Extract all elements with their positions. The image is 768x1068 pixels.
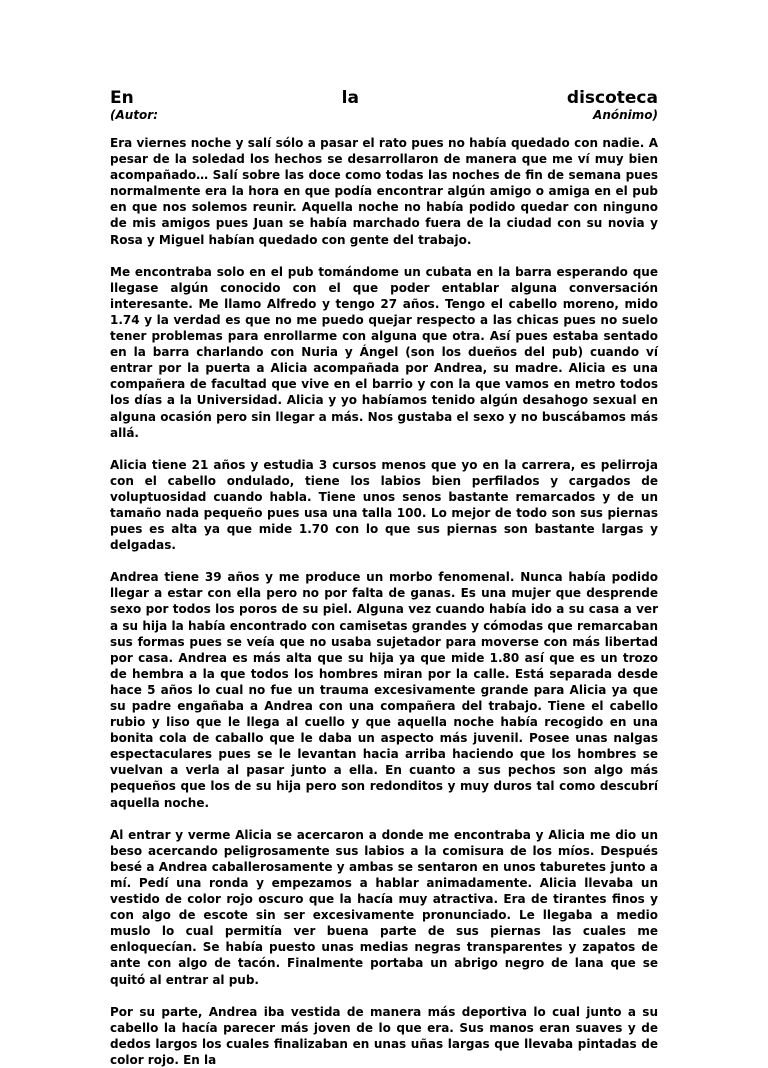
author-name: Anónimo): [593, 108, 658, 122]
title-word-la: la: [341, 88, 359, 108]
paragraph: Me encontraba solo en el pub tomándome un cubata en la barra esperando que llegase algún conocido con el que poder entablar alguna conversación interesante. Me llamo Alfredo y tengo 27 años. Tengo el cabello moreno, mido 1.74 y la verdad es que no me puedo quejar respecto a las chicas pues no suelo tener problemas para enrollarme con alguna que otra. Así pues estaba sentado en la barra charlando con Nuria y Ángel (son los dueños del pub) cuando ví entrar por la puerta a Alicia acompañada por Andrea, su madre. Alicia es una compañera de facultad que vive en el barrio y con la que vamos en metro todos los días a la Universidad. Alicia y yo habíamos tenido algún desahogo sexual en alguna ocasión pero sin llegar a más. Nos gustaba el sexo y no buscábamos más allá.: [110, 264, 658, 440]
paragraph: Andrea tiene 39 años y me produce un morbo fenomenal. Nunca había podido llegar a estar con ella pero no por falta de ganas. Es una mujer que desprende sexo por todos los poros de su piel. Alguna vez cuando había ido a su casa a ver a su hija la había encontrado con camisetas grandes y cómodas que remarcaban sus formas pues se veía que no usaba sujetador para moverse con más libertad por casa. Andrea es más alta que su hija ya que mide 1.80 así que es un trozo de hembra a la que todos los hombres miran por la calle. Está separada desde hace 5 años lo cual no fue un trauma excesivamente grande para Alicia ya que su padre engañaba a Andrea con una compañera del trabajo. Tiene el cabello rubio y liso que le llega al cuello y que aquella noche había recogido en una bonita cola de caballo que le daba un aspecto más juvenil. Posee unas nalgas espectaculares pues se le levantan hacia arriba haciendo que los hombres se vuelvan a verla al pasar junto a ella. En cuanto a sus pechos son algo más pequeños que los de su hija pero son redonditos y muy duros tal como descubrí aquella noche.: [110, 570, 658, 810]
author-line: [110, 108, 658, 123]
paragraph: Por su parte, Andrea iba vestida de manera más deportiva lo cual junto a su cabello la hacía parecer más joven de lo que era. Sus manos eran suaves y de dedos largos los cuales finalizaban en unas uñas largas que llevaba pintadas de color rojo. En la: [110, 1004, 658, 1067]
title-word-en: En: [110, 88, 134, 108]
author-label: (Autor:: [110, 108, 159, 122]
document-title: [110, 88, 658, 108]
document-page: [110, 88, 658, 1068]
paragraph: Al entrar y verme Alicia se acercaron a donde me encontraba y Alicia me dio un beso acercando peligrosamente sus labios a la comisura de los míos. Después besé a Andrea caballerosamente y ambas se sentaron en unos taburetes junto a mí. Pedí una ronda y empezamos a hablar animadamente. Alicia llevaba un vestido de color rojo oscuro que la hacía muy atractiva. Era de tirantes finos y con algo de escote sin ser excesivamente pronunciado. Le llegaba a medio muslo lo cual permitía ver buena parte de sus piernas las cuales me enloquecían. Se había puesto unas medias negras transparentes y zapatos de ante con algo de tacón. Finalmente portaba un abrigo negro de lana que se quitó al entrar al pub.: [110, 827, 658, 987]
title-word-discoteca: discoteca: [566, 88, 658, 108]
paragraph: Alicia tiene 21 años y estudia 3 cursos menos que yo en la carrera, es pelirroja con el cabello ondulado, tiene los labios bien perfilados y cargados de voluptuosidad cuando habla. Tiene unos senos bastante remarcados y de un tamaño nada pequeño pues usa una talla 100. Lo mejor de todo son sus piernas pues es alta ya que mide 1.70 con lo que sus piernas son bastante largas y delgadas.: [110, 457, 658, 553]
paragraph: Era viernes noche y salí sólo a pasar el rato pues no había quedado con nadie. A pesar de la soledad los hechos se desarrollaron de manera que me ví muy bien acompañado… Salí sobre las doce como todas las noches de fin de semana pues normalmente era la hora en que podía encontrar algún amigo o amiga en el pub en que nos solemos reunir. Aquella noche no había podido quedar con ninguno de mis amigos pues Juan se había marchado fuera de la ciudad con su novia y Rosa y Miguel habían quedado con gente del trabajo.: [110, 136, 658, 247]
